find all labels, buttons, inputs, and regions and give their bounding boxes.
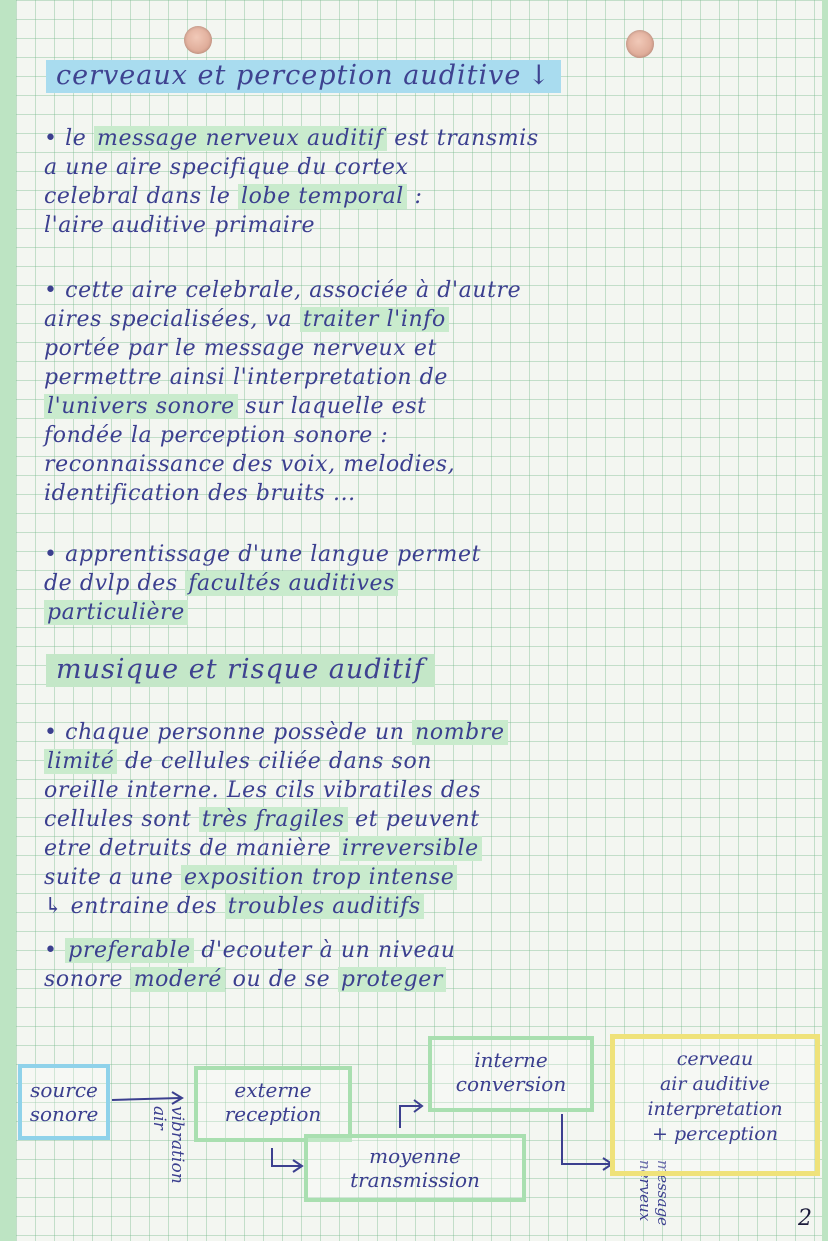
text-segment: de cellules ciliée dans son	[117, 749, 433, 774]
arrow-moyenne-to-interne	[400, 1106, 420, 1128]
s1p1-line	[44, 334, 814, 363]
moyenne-box	[304, 1134, 526, 1202]
s2p0-line	[44, 863, 814, 892]
highlighted-term: exposition trop intense	[181, 865, 457, 890]
s2p1-line	[44, 965, 814, 994]
text-segment: aires specialisées, va	[44, 307, 300, 332]
text-segment: etre detruits de manière	[44, 836, 340, 861]
s2p0-line	[44, 805, 814, 834]
paragraph-auditory-area	[44, 276, 814, 508]
s1p1-line	[44, 305, 814, 334]
highlighted-term: particulière	[44, 600, 188, 625]
source-sonore-box	[18, 1064, 110, 1140]
air-auditive-label: air auditive	[659, 1073, 771, 1095]
arrow-source-to-externe	[112, 1098, 180, 1100]
highlighted-term: message nerveux auditif	[94, 126, 387, 151]
highlighted-term: très fragiles	[199, 807, 348, 832]
s2p0-line	[44, 892, 814, 921]
binder-hole-left	[184, 26, 212, 54]
text-segment: portée par le message nerveux et	[44, 336, 437, 361]
s1p1-line	[44, 392, 814, 421]
highlighted-term: facultés auditives	[185, 571, 398, 596]
s1p2-line	[44, 569, 814, 598]
s2p0-line	[44, 747, 814, 776]
text-segment: sur laquelle est	[237, 394, 427, 419]
s2p0-line	[44, 718, 814, 747]
s1p1-line	[44, 276, 814, 305]
conversion-label: conversion	[455, 1072, 567, 1096]
s2p0-line	[44, 776, 814, 805]
page-number: 2	[798, 1206, 812, 1231]
s1p1-line	[44, 450, 814, 479]
s2p0-line	[44, 834, 814, 863]
highlighted-term: l'univers sonore	[44, 394, 238, 419]
vibration-air-label	[150, 1106, 186, 1184]
binder-hole-right	[626, 30, 654, 58]
arrow-externe-to-moyenne	[272, 1148, 300, 1166]
text-segment: a une aire specifique du cortex	[44, 155, 409, 180]
arrow-head-moyenne	[293, 1160, 302, 1172]
interne-label: interne	[474, 1048, 548, 1072]
text-segment: sonore	[44, 967, 131, 992]
highlighted-term: traiter l'info	[300, 307, 449, 332]
interpretation-label: interpretation	[647, 1098, 783, 1120]
text-segment: :	[406, 184, 423, 209]
paragraph-hair-cells	[44, 718, 814, 921]
highlighted-term: nombre	[412, 720, 508, 745]
s2p1-line	[44, 936, 814, 965]
section-heading-1-text: cerveaux et perception auditive	[56, 60, 522, 91]
text-segment: l'aire auditive primaire	[44, 213, 316, 238]
text-segment: celebral dans le	[44, 184, 239, 209]
highlighted-term: proteger	[338, 967, 446, 992]
highlighted-term: troubles auditifs	[225, 894, 424, 919]
source-label: source	[30, 1078, 98, 1102]
text-segment: •	[44, 938, 66, 963]
moyenne-label: moyenne	[369, 1144, 461, 1168]
s1p1-line	[44, 363, 814, 392]
text-segment: reconnaissance des voix, melodies,	[44, 452, 456, 477]
arrow-head-interne	[414, 1100, 422, 1112]
arrow-interne-to-cerveau	[562, 1114, 610, 1164]
s1p2-line	[44, 598, 814, 627]
text-segment: permettre ainsi l'interpretation de	[44, 365, 448, 390]
text-segment: d'ecouter à un niveau	[193, 938, 456, 963]
transmission-label: transmission	[350, 1168, 480, 1192]
text-segment: suite a une	[44, 865, 182, 890]
section-heading-2	[46, 654, 435, 685]
nerveux-text: nerveux	[636, 1160, 654, 1222]
sonore-label: sonore	[29, 1102, 99, 1126]
highlighted-term: preferable	[65, 938, 194, 963]
s1p0-line	[44, 182, 814, 211]
vibration-text: vibration	[167, 1106, 187, 1184]
text-segment: oreille interne. Les cils vibratiles des	[44, 778, 482, 803]
externe-label: externe	[234, 1078, 312, 1102]
text-segment: et peuvent	[347, 807, 480, 832]
s1p2-line	[44, 540, 814, 569]
s1p0-line	[44, 124, 814, 153]
highlighted-term: irreversible	[339, 836, 482, 861]
message-text: message	[654, 1160, 672, 1226]
highlighted-term: limité	[44, 749, 117, 774]
text-segment: • cette aire celebrale, associée à d'autre	[44, 278, 522, 303]
text-segment: • apprentissage d'une langue permet	[44, 542, 482, 567]
perception-label: + perception	[652, 1123, 778, 1145]
section-heading-2-text: musique et risque auditif	[46, 654, 435, 687]
cerveau-box	[610, 1034, 820, 1176]
reception-label: reception	[224, 1102, 322, 1126]
s1p0-line	[44, 211, 814, 240]
highlighted-term: lobe temporal	[238, 184, 407, 209]
externe-box	[194, 1066, 352, 1142]
paragraph-auditory-message	[44, 124, 814, 240]
arrow-down-icon: ↓	[527, 60, 551, 91]
paragraph-language-learning	[44, 540, 814, 627]
text-segment: ↳ entraine des	[44, 894, 225, 919]
s1p1-line	[44, 421, 814, 450]
text-segment: • chaque personne possède un	[44, 720, 413, 745]
text-segment: de dvlp des	[44, 571, 186, 596]
arrow-head-externe	[172, 1092, 182, 1104]
text-segment: fondée la perception sonore :	[44, 423, 389, 448]
text-segment: • le	[44, 126, 95, 151]
section-heading-1	[46, 60, 561, 91]
interne-box	[428, 1036, 594, 1112]
paragraph-recommendation	[44, 936, 814, 994]
s1p1-line	[44, 479, 814, 508]
s1p0-line	[44, 153, 814, 182]
text-segment: cellules sont	[44, 807, 199, 832]
text-segment: identification des bruits ...	[44, 481, 356, 506]
text-segment: est transmis	[386, 126, 539, 151]
text-segment: ou de se	[225, 967, 338, 992]
cerveau-label: cerveau	[676, 1048, 754, 1070]
air-text: air	[149, 1106, 169, 1130]
highlighted-term: moderé	[131, 967, 225, 992]
